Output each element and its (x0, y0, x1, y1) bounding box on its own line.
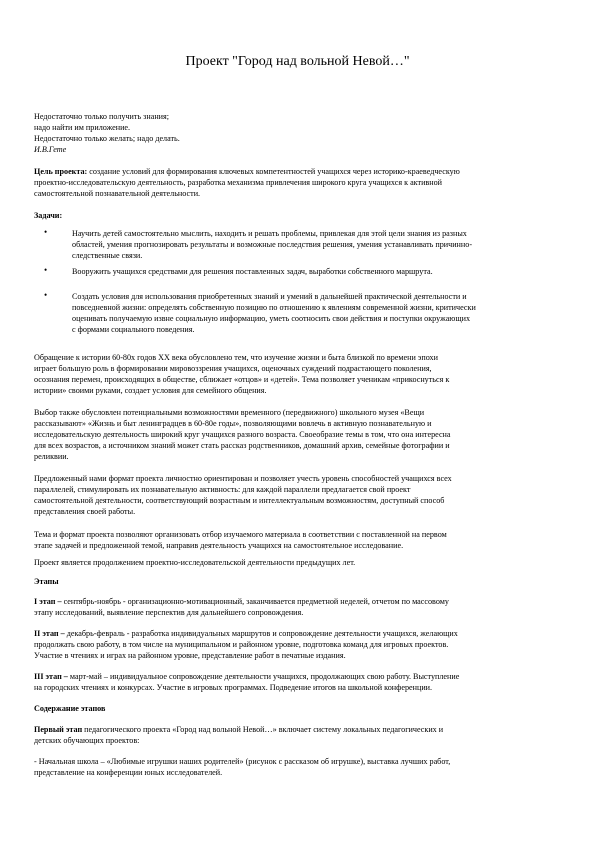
text-line: Проект является продолжением проектно-исследовательской деятельности предыдущих лет. (34, 558, 356, 567)
epigraph-line: Недостаточно только получить знания; (34, 112, 170, 121)
task-line: Создать условия для использования приобретенных знаний и умений в дальнейшей практической деятельности и (72, 292, 467, 301)
paragraph (34, 473, 562, 517)
task-line: следственные связи. (72, 251, 143, 260)
stage-text: на городских чтениях и конкурсах. Участие в игровых программах. Подведение итогов на школьной конференции. (34, 683, 433, 692)
stage-text: продолжать свою работу, в том числе на муниципальном и районном уровне, подготовка команд для игровых проектов. (34, 640, 449, 649)
text-line: играет большую роль в формировании мировоззрения учащихся, оценочных суждений подрастающего поколения, (34, 364, 432, 373)
text-line: параллелей, стимулировать их познавательную активность: для каждой параллели предлагается свой проект (34, 485, 411, 494)
task-item (72, 228, 562, 261)
epigraph-line: надо найти им приложение. (34, 123, 131, 132)
bullet-icon: • (44, 290, 48, 300)
text-line: представления своей работы. (34, 507, 136, 516)
stage-text: март-май – индивидуальное сопровождение деятельности учащихся, продолжающих свою работу. Выступление (67, 672, 460, 681)
stage-text: Участие в чтениях и играх на районном уровне, представление работ в печатные издания. (34, 651, 346, 660)
text-line: истории» своими руками, создает условия для семейного общения. (34, 386, 267, 395)
goal-text: проектно-исследовательскую деятельность, разработка механизма привлечения широкого круга учащихся к активной (34, 178, 443, 187)
paragraph (34, 529, 562, 551)
goal-text: создание условий для формирования ключевых компетентностей учащихся через историко-краеведческую (87, 167, 460, 176)
tasks-heading: Задачи: (34, 211, 63, 220)
task-line: Вооружить учащихся средствами для решения поставленных задач, выработки собственного маршрута. (72, 267, 433, 276)
task-item (72, 266, 562, 277)
stages-heading: Этапы (34, 577, 59, 586)
stage-item (34, 671, 562, 693)
task-line: Научить детей самостоятельно мыслить, находить и решать проблемы, привлекая для этой цели знания из разных (72, 229, 467, 238)
text-line: для всех возрастов, а источником знаний может стать рассказ родственников, домашний архив, семейные фотографии и (34, 441, 450, 450)
epigraph-line: Недостаточно только желать; надо делать. (34, 134, 180, 143)
paragraph (34, 352, 562, 396)
stage-text: сентябрь-ноябрь - организационно-мотивационный, заканчивается предметной неделей, отчетом по массовому (61, 597, 449, 606)
text-line: Тема и формат проекта позволяют организовать отбор изучаемого материала в соответствии с поставленной на первом (34, 530, 447, 539)
text-line: Предложенный нами формат проекта личностно ориентирован и позволяет учесть уровень способностей учащихся всех (34, 474, 452, 483)
stage-item (34, 628, 562, 661)
text-line: реликвии. (34, 452, 69, 461)
stage-label: I этап – (34, 597, 62, 606)
task-line: оценивать получаемую извне социальную информацию, уметь соотносить свои действия и поступки окружающих (72, 314, 471, 323)
task-item (72, 291, 562, 335)
bullet-icon: • (44, 227, 48, 237)
text-line: самостоятельной деятельности, соответствующий возрастным и интеллектуальным возможностям, доступный способ (34, 496, 445, 505)
task-line: повседневной жизни: определять собственную позицию по отношению к явлениям современной жизни, критически (72, 303, 476, 312)
content-item-text: - Начальная школа – «Любимые игрушки наших родителей» (рисунок с рассказом об игрушке), выставка лучших работ, (34, 757, 451, 766)
stage-text: декабрь-февраль - разработка индивидуальных маршрутов и сопровождение деятельности учащихся, желающих (64, 629, 458, 638)
text-line: осознания перемен, происходящих в обществе, сближает «отцов» и «детей». Тема позволяет ученикам «прикоснуться к (34, 375, 450, 384)
epigraph (34, 111, 562, 155)
content-item-text: представление на конференции юных исследователей. (34, 768, 223, 777)
content-item (34, 756, 562, 778)
text-line: исследовательскую деятельность широкий круг учащихся разного возраста. Своеобразие темы в том, что она интересна (34, 430, 451, 439)
paragraph (34, 557, 562, 568)
text-line: Выбор также обусловлен потенциальными возможностями временного (передвижного) школьного музея «Вещи (34, 408, 425, 417)
stage-label: III этап – (34, 672, 68, 681)
text-line: рассказывают» «Жизнь и быт ленинградцев в 60-80е годы», позволяющими вовлечь в активную познавательную и (34, 419, 432, 428)
first-stage-text: педагогического проекта «Город над вольной Невой…» включает систему локальных педагогических и (82, 725, 444, 734)
stage-item (34, 596, 562, 618)
paragraph (34, 407, 562, 462)
content-heading: Содержание этапов (34, 704, 106, 713)
goal-section (34, 166, 562, 199)
goal-text: самостоятельной познавательной деятельности. (34, 189, 201, 198)
text-line: Обращение к истории 60-80х годов XX века обусловлено тем, что изучение жизни и быта близкой по времени эпохи (34, 353, 438, 362)
stage-text: этапу исследований, выявление перспектив для дальнейшего сопровождения. (34, 608, 304, 617)
first-stage-text: детских обучающих проектов: (34, 736, 140, 745)
task-line: с формами социального поведения. (72, 325, 195, 334)
page-title: Проект "Город над вольной Невой…" (185, 54, 410, 69)
epigraph-author: И.В.Гете (34, 145, 67, 154)
bullet-icon: • (44, 265, 48, 275)
first-stage (34, 724, 562, 746)
first-stage-label: Первый этап (34, 725, 83, 734)
goal-label: Цель проекта: (34, 167, 88, 176)
stage-label: II этап – (34, 629, 65, 638)
task-line: областей, умения прогнозировать результаты и возможные последствия решения, умения устанавливать причинно- (72, 240, 473, 249)
text-line: этапе задачей и предложенной темой, направив деятельность учащихся на самостоятельное исследование. (34, 541, 404, 550)
